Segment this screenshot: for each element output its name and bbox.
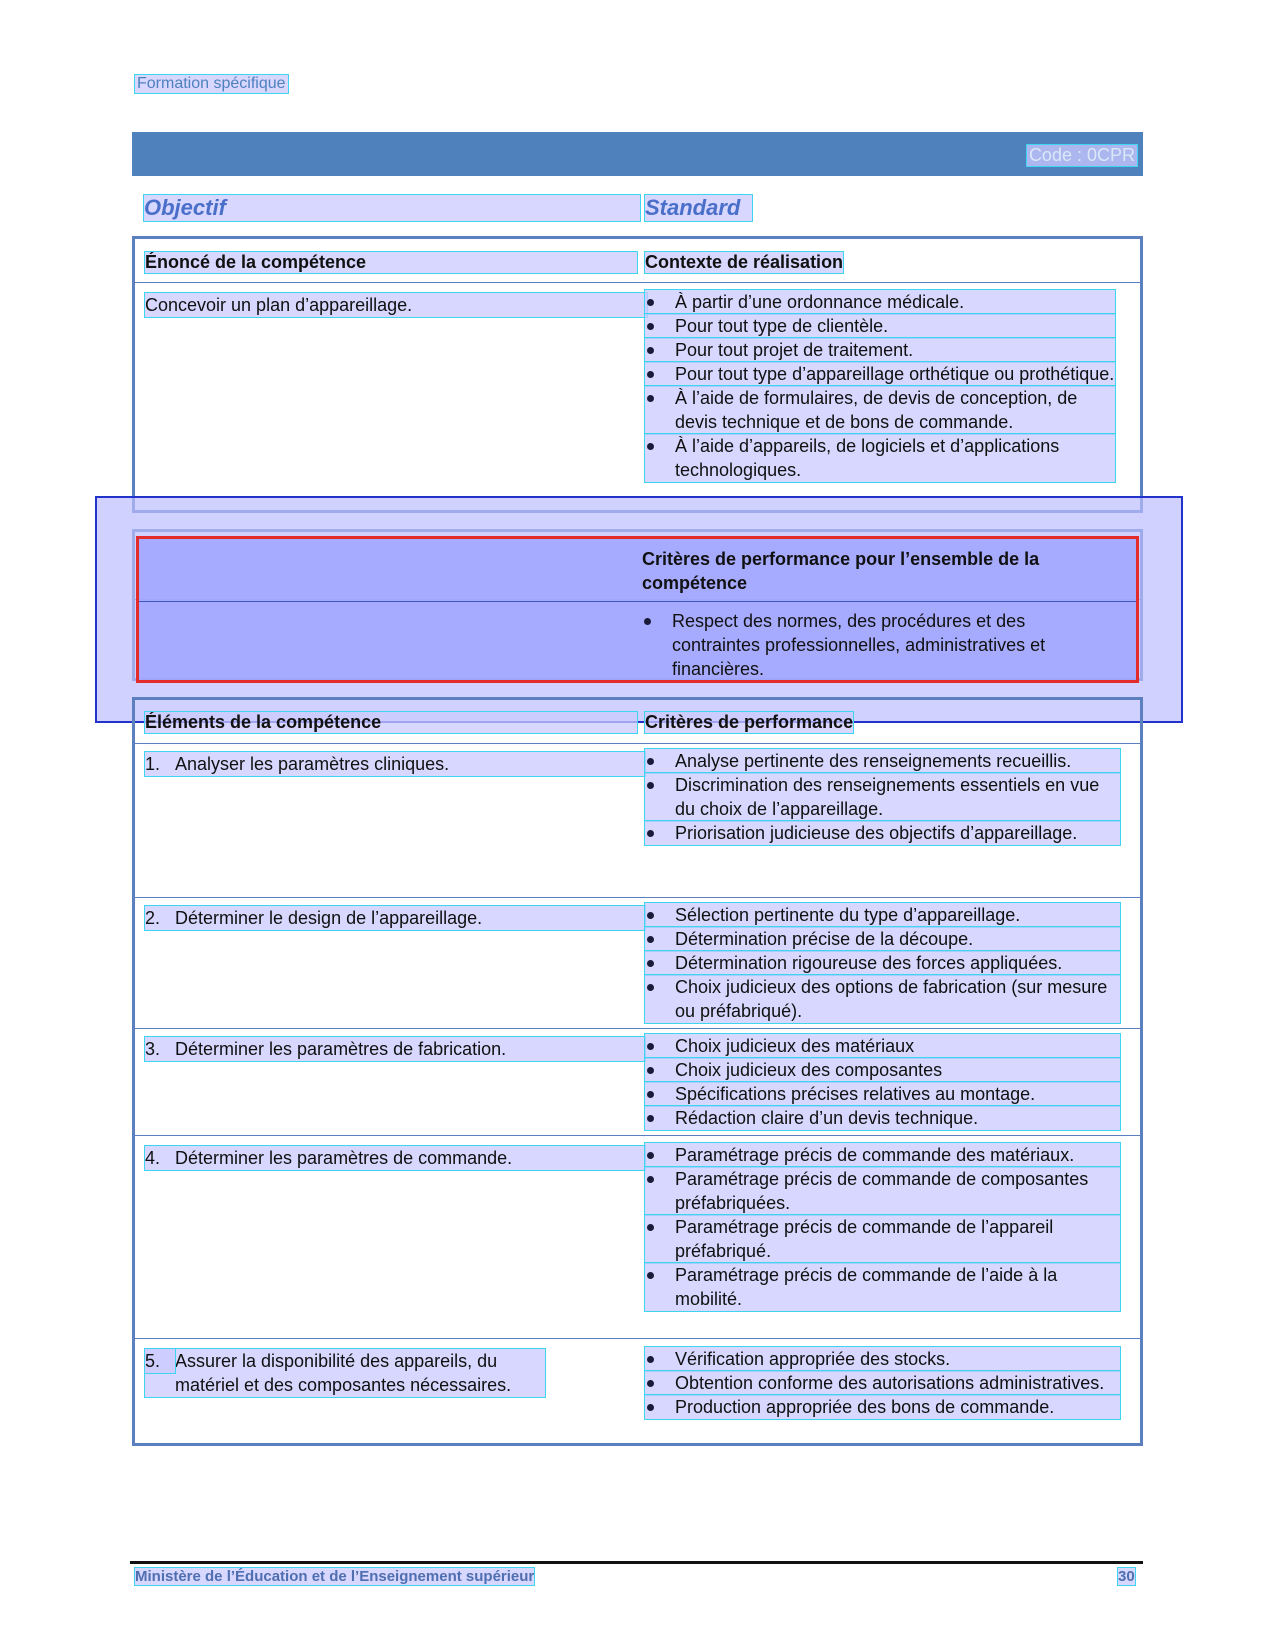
criteria-list — [645, 903, 1120, 1023]
criteria-list — [645, 1034, 1120, 1130]
element-number: 4. — [145, 1148, 161, 1168]
code-bar — [132, 132, 1143, 176]
element-text: Assurer la disponibilité des appareils, du matériel et des composantes nécessaires. — [145, 1349, 545, 1397]
row-divider — [135, 1028, 1140, 1029]
context-header: Contexte de réalisation — [645, 252, 844, 272]
elements-table — [132, 697, 1143, 1446]
criteria-list — [645, 1347, 1120, 1419]
list-item: Détermination précise de la découpe. — [645, 927, 1120, 951]
row-divider — [135, 1135, 1140, 1136]
list-item: Choix judicieux des options de fabrication (sur mesure ou préfabriqué). — [645, 975, 1120, 1023]
row-divider — [135, 282, 1140, 283]
list-item: Pour tout projet de traitement. — [645, 338, 1115, 362]
criteria-header: Critères de performance — [645, 712, 854, 732]
element-row-1 — [145, 752, 645, 776]
list-item: À l’aide d’appareils, de logiciels et d’applications technologiques. — [645, 434, 1115, 482]
element-number: 3. — [145, 1039, 161, 1059]
list-item: Analyse pertinente des renseignements recueillis. — [645, 749, 1120, 773]
element-row-4 — [145, 1146, 645, 1170]
list-item: Paramétrage précis de commande des matériaux. — [645, 1143, 1120, 1167]
list-item: Pour tout type d’appareillage orthétique ou prothétique. — [645, 362, 1115, 386]
list-item: Obtention conforme des autorisations administratives. — [645, 1371, 1120, 1395]
list-item: Paramétrage précis de commande de l’aide à la mobilité. — [645, 1263, 1120, 1311]
element-row-2 — [145, 906, 645, 930]
list-item: Discrimination des renseignements essentiels en vue du choix de l’appareillage. — [645, 773, 1120, 821]
objective-title: Objectif — [144, 195, 640, 221]
row-divider — [139, 601, 1136, 602]
competency-code — [1027, 145, 1137, 166]
context-list — [645, 290, 1115, 482]
highlighted-region[interactable] — [136, 536, 1139, 683]
list-item: Spécifications précises relatives au montage. — [645, 1082, 1120, 1106]
element-text: Déterminer le design de l’appareillage. — [175, 908, 483, 928]
list-item: À l’aide de formulaires, de devis de conception, de devis technique et de bons de commande. — [645, 386, 1115, 434]
list-item: À partir d’une ordonnance médicale. — [645, 290, 1115, 314]
list-item: Vérification appropriée des stocks. — [645, 1347, 1120, 1371]
criteria-list — [645, 1143, 1120, 1311]
competence-statement: Concevoir un plan d’appareillage. — [145, 293, 647, 317]
row-divider — [135, 897, 1140, 898]
list-item: Respect des normes, des procédures et des contraintes professionnelles, administratives et financières. — [642, 609, 1112, 681]
list-item: Priorisation judicieuse des objectifs d’appareillage. — [645, 821, 1120, 845]
list-item: Production appropriée des bons de commande. — [645, 1395, 1120, 1419]
element-text: Déterminer les paramètres de commande. — [175, 1148, 513, 1168]
element-number: 2. — [145, 908, 161, 928]
element-row-3 — [145, 1037, 645, 1061]
row-divider — [135, 1338, 1140, 1339]
list-item: Rédaction claire d’un devis technique. — [645, 1106, 1120, 1130]
statement-header: Énoncé de la compétence — [145, 252, 637, 273]
list-item: Pour tout type de clientèle. — [645, 314, 1115, 338]
list-item: Sélection pertinente du type d’appareillage. — [645, 903, 1120, 927]
overall-criteria-list — [642, 609, 1112, 681]
list-item: Choix judicieux des matériaux — [645, 1034, 1120, 1058]
footer-rule — [130, 1561, 1143, 1564]
competence-table — [132, 236, 1143, 513]
standard-title: Standard — [645, 195, 752, 221]
program-header: Formation spécifique — [137, 75, 286, 92]
element-number: 5. — [145, 1349, 175, 1373]
element-row-5 — [145, 1349, 645, 1397]
elements-header: Éléments de la compétence — [145, 712, 637, 733]
footer-ministry: Ministère de l’Éducation et de l’Enseignement supérieur — [135, 1568, 535, 1585]
element-text: Analyser les paramètres cliniques. — [175, 754, 450, 774]
code-label: Code : — [1028, 145, 1087, 165]
list-item: Paramétrage précis de commande de l’appareil préfabriqué. — [645, 1215, 1120, 1263]
criteria-list — [645, 749, 1120, 845]
element-text: Déterminer les paramètres de fabrication. — [175, 1039, 507, 1059]
overall-criteria-header: Critères de performance pour l’ensemble de la compétence — [642, 549, 1040, 593]
page-number: 30 — [1118, 1568, 1135, 1585]
list-item: Paramétrage précis de commande de composantes préfabriquées. — [645, 1167, 1120, 1215]
list-item: Choix judicieux des composantes — [645, 1058, 1120, 1082]
element-number: 1. — [145, 754, 161, 774]
list-item: Détermination rigoureuse des forces appliquées. — [645, 951, 1120, 975]
code-value: 0CPR — [1086, 145, 1135, 165]
row-divider — [135, 743, 1140, 744]
